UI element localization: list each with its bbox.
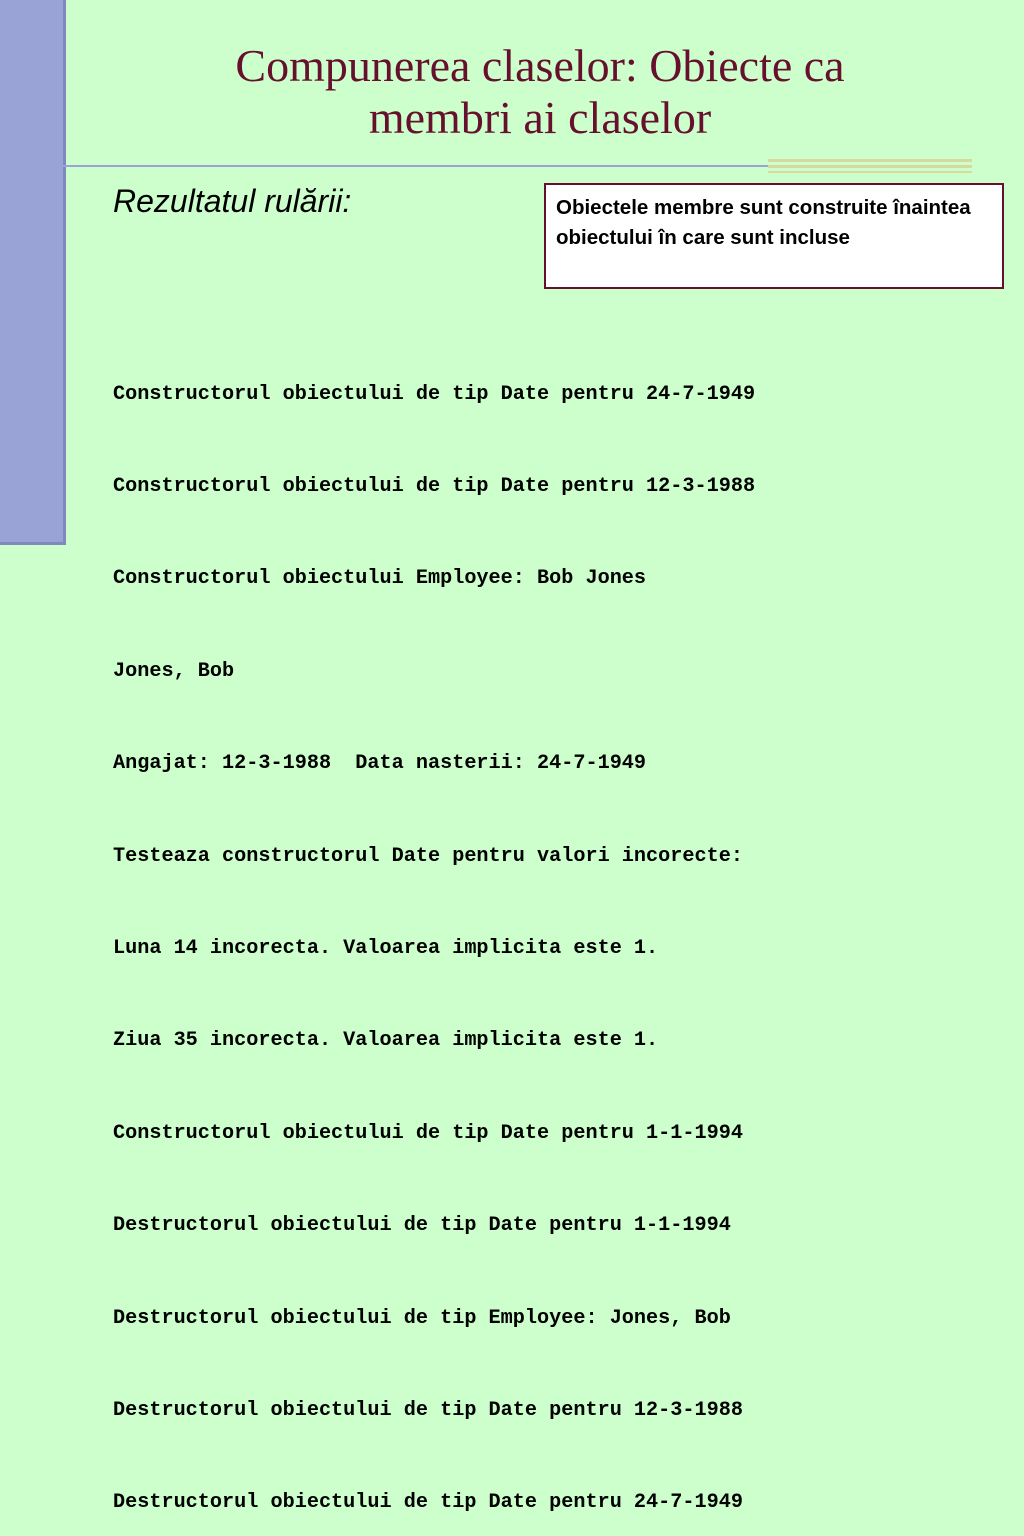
output-line: Constructorul obiectului de tip Date pentru 12-3-1988 [113,474,756,498]
title-line-1: Compunerea claselor: Obiecte ca [235,40,845,91]
output-line: Ziua 35 incorecta. Valoarea implicita este 1. [113,1029,659,1053]
output-line: Destructorul obiectului de tip Employee: Jones, Bob [113,1306,731,1330]
output-line: Jones, Bob [113,659,235,683]
slide-title [110,40,970,144]
output-line: Constructorul obiectului Employee: Bob Jones [113,567,647,591]
output-line: Destructorul obiectului de tip Date pentru 1-1-1994 [113,1214,731,1238]
output-line: Angajat: 12-3-1988 Data nasterii: 24-7-1949 [113,752,647,776]
output-line: Destructorul obiectului de tip Date pentru 12-3-1988 [113,1398,743,1422]
output-line: Testeaza constructorul Date pentru valori incorecte: [113,844,743,868]
side-decoration-bar [0,0,66,545]
subtitle: Rezultatul rulării: [113,183,352,219]
output-line: Luna 14 incorecta. Valoarea implicita este 1. [113,936,659,960]
title-line-2: membri ai claselor [368,92,712,143]
program-output [113,318,755,1536]
accent-stripes [768,159,972,173]
output-line: Constructorul obiectului de tip Date pentru 24-7-1949 [113,382,756,406]
output-line: Destructorul obiectului de tip Date pentru 24-7-1949 [113,1491,743,1515]
output-line: Constructorul obiectului de tip Date pentru 1-1-1994 [113,1121,743,1145]
note-box: Obiectele membre sunt construite înaintea obiectului în care sunt incluse [544,183,1004,289]
